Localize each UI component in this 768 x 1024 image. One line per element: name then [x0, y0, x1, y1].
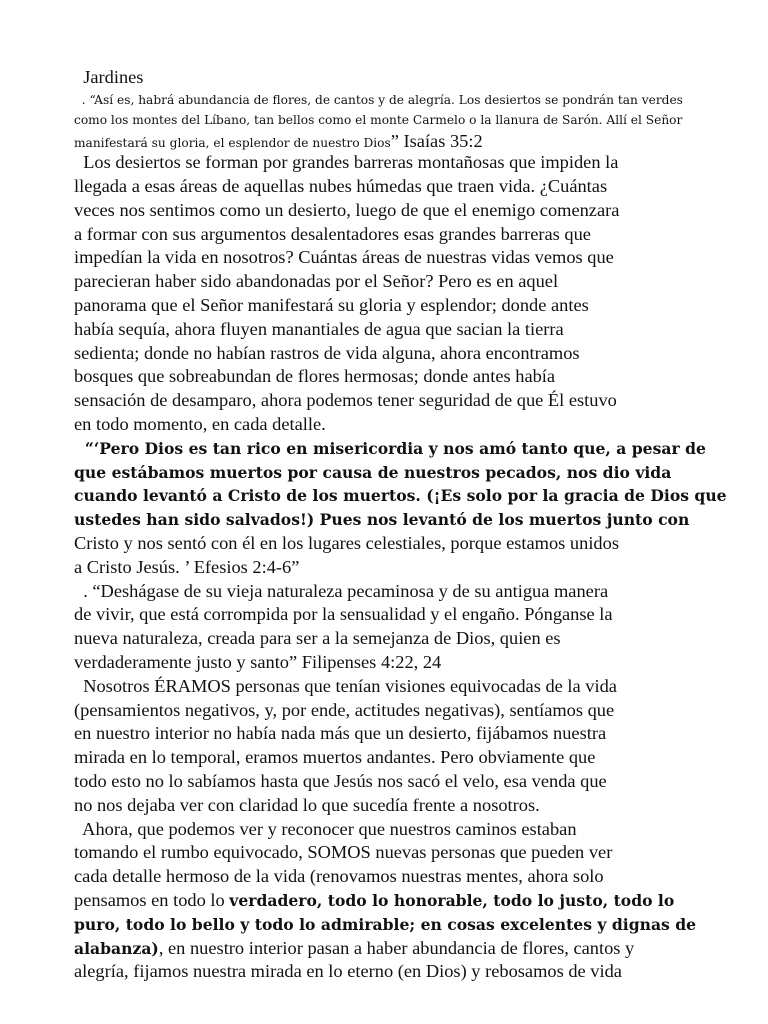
text-segment: de vivir, que está corrompida por la sensualidad y el engaño. Pónganse la	[74, 604, 613, 625]
text-segment: ” Isaías 35:2	[390, 130, 483, 151]
text-segment: sensación de desamparo, ahora podemos tener seguridad de que Él estuvo	[74, 390, 617, 411]
text-line	[74, 937, 692, 961]
text-segment: todo esto no lo sabíamos hasta que Jesús nos sacó el velo, esa venda que	[74, 771, 607, 792]
text-line	[74, 389, 692, 413]
text-line	[74, 437, 706, 461]
text-line	[74, 865, 692, 889]
text-line	[74, 889, 692, 913]
text-segment: pensamos en todo lo	[74, 890, 230, 910]
text-segment: (pensamientos negativos, y, por ende, actitudes negativas), sentíamos que	[74, 699, 615, 720]
text-line	[74, 913, 697, 937]
text-line	[74, 461, 692, 485]
text-segment: verdaderamente justo y santo” Filipenses 4:22, 24	[74, 652, 442, 673]
text-line	[74, 151, 692, 175]
text-line	[74, 841, 692, 865]
text-line	[74, 627, 692, 651]
text-line	[74, 770, 692, 794]
text-segment: mirada en lo temporal, eramos muertos andantes. Pero obviamente que	[74, 747, 596, 768]
text-segment: a formar con sus argumentos desalentadores esas grandes barreras que	[74, 223, 591, 244]
text-segment: sedienta; donde no habían rastros de vida alguna, ahora encontramos	[74, 342, 580, 363]
text-segment: en todo momento, en cada detalle.	[74, 414, 326, 435]
text-line	[74, 580, 692, 604]
text-line	[74, 294, 692, 318]
text-segment: Cristo y nos sentó con él en los lugares celestiales, porque estamos unidos	[74, 533, 619, 554]
text-segment: ustedes han sido salvados!) Pues nos levantó de los muertos junto con	[74, 510, 690, 530]
text-segment: alegría, fijamos nuestra mirada en lo eterno (en Dios) y rebosamos de vida	[74, 961, 622, 982]
text-segment: cuando levantó a Cristo de los muertos. (¡Es solo por la gracia de Dios que	[74, 486, 727, 506]
text-line	[74, 532, 692, 556]
text-segment: panorama que el Señor manifestará su gloria y esplendor; donde antes	[74, 295, 589, 316]
text-line	[74, 175, 692, 199]
text-segment: , en nuestro interior pasan a haber abundancia de flores, cantos y	[158, 937, 635, 958]
text-segment: Los desiertos se forman por grandes barreras montañosas que impiden la	[74, 152, 619, 173]
document-lines	[74, 90, 727, 984]
text-segment: tomando el rumbo equivocado, SOMOS nuevas personas que pueden ver	[74, 842, 613, 863]
document-body	[74, 66, 727, 984]
text-segment: nueva naturaleza, creada para ser a la semejanza de Dios, quien es	[74, 628, 561, 649]
text-line	[74, 794, 692, 818]
text-line	[74, 722, 692, 746]
text-segment: cada detalle hermoso de la vida (renovamos nuestras mentes, ahora solo	[74, 866, 604, 887]
text-line	[74, 199, 692, 223]
text-segment: Nosotros ÉRAMOS personas que tenían visiones equivocadas de la vida	[74, 675, 617, 696]
text-line	[74, 508, 692, 532]
text-segment: veces nos sentimos como un desierto, luego de que el enemigo comenzara	[74, 199, 620, 220]
text-line	[74, 746, 692, 770]
text-segment: “‘Pero Dios es tan rico en misericordia y nos amó tanto que, a pesar de	[74, 438, 706, 458]
text-segment: . “	[74, 92, 95, 107]
text-line	[74, 556, 692, 580]
text-line	[74, 110, 692, 131]
text-segment: manifestará su gloria, el esplendor de nuestro Dios	[74, 135, 391, 150]
text-line	[74, 675, 692, 699]
text-line	[74, 413, 692, 437]
text-line	[74, 90, 692, 111]
text-line	[74, 484, 727, 508]
text-segment: alabanza)	[74, 938, 159, 958]
text-line	[74, 223, 692, 247]
text-segment: no nos dejaba ver con claridad lo que sucedía frente a nosotros.	[74, 794, 540, 815]
text-segment: parecieran haber sido abandonadas por el Señor? Pero es en aquel	[74, 271, 559, 292]
text-line	[74, 603, 692, 627]
text-segment: a Cristo Jesús. ’ Efesios 2:4-6”	[74, 556, 300, 577]
text-line	[74, 699, 692, 723]
text-line	[74, 651, 692, 675]
text-segment: bosques que sobreabundan de flores hermosas; donde antes había	[74, 366, 556, 387]
text-line	[74, 342, 692, 366]
text-segment: que estábamos muertos por causa de nuestros pecados, nos dio vida	[74, 462, 672, 482]
text-line	[74, 818, 692, 842]
text-line	[74, 960, 692, 984]
text-segment: puro, todo lo bello y todo lo admirable; en cosas excelentes y dignas de	[74, 914, 697, 934]
text-segment: Ahora, que podemos ver y reconocer que nuestros caminos estaban	[74, 818, 577, 839]
text-segment: verdadero, todo lo honorable, todo lo justo, todo lo	[229, 891, 675, 910]
document-title: Jardines	[74, 67, 144, 87]
text-line	[74, 246, 692, 270]
text-line	[74, 318, 692, 342]
text-line	[74, 131, 692, 152]
text-line	[74, 365, 692, 389]
text-segment: como los montes del Líbano, tan bellos como el monte Carmelo o la llanura de Sarón. Allí el Señor	[74, 113, 683, 128]
text-segment: en nuestro interior no había nada más que un desierto, fijábamos nuestra	[74, 723, 607, 744]
text-segment: . “Deshágase de su vieja naturaleza pecaminosa y de su antigua manera	[74, 580, 609, 601]
text-segment: Así es, habrá abundancia de flores, de cantos y de alegría. Los desiertos se pondrán tan verdes	[94, 92, 683, 107]
text-line	[74, 270, 692, 294]
text-segment: llegada a esas áreas de aquellas nubes húmedas que traen vida. ¿Cuántas	[74, 176, 608, 197]
text-segment: había sequía, ahora fluyen manantiales de agua que sacian la tierra	[74, 318, 564, 339]
text-segment: impedían la vida en nosotros? Cuántas áreas de nuestras vidas vemos que	[74, 247, 614, 268]
